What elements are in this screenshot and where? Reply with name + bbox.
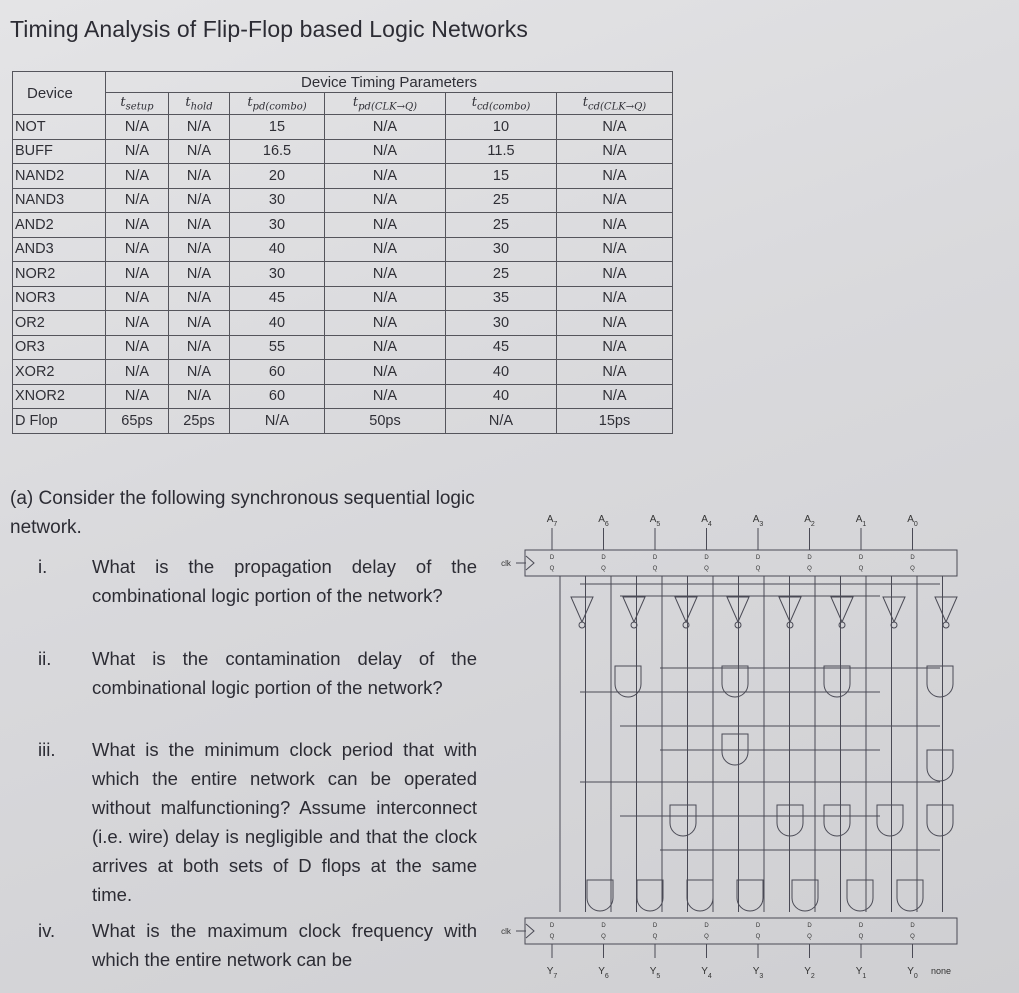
table-cell: N/A (557, 213, 673, 238)
flop-d-label: D (704, 555, 709, 561)
flop-d-label: D (910, 923, 915, 929)
timing-table-body (13, 115, 673, 434)
table-cell: 40 (230, 237, 325, 262)
input-label-A3: $A_3$ (752, 514, 764, 528)
and-gate (927, 750, 953, 781)
table-cell: N/A (106, 139, 169, 164)
flop-d-label: D (652, 555, 658, 561)
table-cell: N/A (169, 311, 230, 336)
param-header-2: $t_{pd(combo)}$ (230, 93, 325, 115)
input-label-A7: $A_7$ (546, 514, 558, 528)
flop-d-label: D (601, 555, 606, 561)
and-gate (897, 880, 923, 911)
device-name: BUFF (13, 139, 106, 164)
table-cell: N/A (106, 360, 169, 385)
flop-q-label: Q (652, 566, 658, 572)
table-row (13, 286, 673, 311)
param-header-0: $t_{setup}$ (106, 93, 169, 115)
flop-q-label: Q (755, 934, 761, 940)
table-cell: N/A (325, 335, 446, 360)
device-name: D Flop (13, 409, 106, 434)
table-cell: N/A (106, 384, 169, 409)
table-cell: N/A (557, 384, 673, 409)
question-item-text: What is the maximum clock frequency with which the entire network can be (92, 920, 477, 970)
input-label-A2: $A_2$ (804, 514, 815, 528)
table-cell: N/A (557, 237, 673, 262)
output-label-Y2: $Y_2$ (804, 966, 815, 980)
table-cell: N/A (446, 409, 557, 434)
table-cell: N/A (557, 262, 673, 287)
device-name: NOR2 (13, 262, 106, 287)
table-row (13, 409, 673, 434)
question-item-text: What is the minimum clock period that with which the entire network can be operated without malfunctioning? Assume interconnect (i.e. wire) delay is negligible and that the clock arrives at both sets of D flops at the same time. (92, 739, 477, 905)
table-cell: 25ps (169, 409, 230, 434)
and-gate (877, 805, 903, 836)
output-flop-bank (525, 918, 957, 944)
and-gate (737, 880, 763, 911)
table-cell: 45 (446, 335, 557, 360)
input-label-A4: $A_4$ (701, 514, 712, 528)
device-name: AND2 (13, 213, 106, 238)
and-gate (637, 880, 663, 911)
device-name: AND3 (13, 237, 106, 262)
logic-network-diagram (490, 500, 980, 985)
table-cell: N/A (325, 164, 446, 189)
timing-table (12, 71, 673, 434)
output-label-Y4: $Y_4$ (701, 966, 712, 980)
table-cell: 40 (230, 311, 325, 336)
table-cell: 15 (446, 164, 557, 189)
table-cell: N/A (169, 164, 230, 189)
table-cell: N/A (325, 115, 446, 140)
output-label-Y5: $Y_5$ (649, 966, 661, 980)
table-cell: N/A (325, 286, 446, 311)
question-item-text: What is the propagation delay of the combinational logic portion of the network? (92, 556, 477, 606)
table-cell: N/A (325, 237, 446, 262)
table-cell: N/A (169, 139, 230, 164)
flop-d-label: D (601, 923, 606, 929)
table-cell: 30 (230, 262, 325, 287)
table-cell: 55 (230, 335, 325, 360)
table-cell: N/A (169, 115, 230, 140)
clk-symbol-top (526, 556, 534, 570)
table-row (13, 262, 673, 287)
flop-q-label: Q (704, 934, 709, 940)
table-cell: N/A (325, 213, 446, 238)
table-cell: N/A (325, 262, 446, 287)
device-name: NOR3 (13, 286, 106, 311)
table-cell: 11.5 (446, 139, 557, 164)
page-title: Timing Analysis of Flip-Flop based Logic Networks (10, 16, 528, 42)
input-label-A5: $A_5$ (649, 514, 661, 528)
table-cell: N/A (169, 286, 230, 311)
and-gate (927, 666, 953, 697)
question-item-number: iv. (38, 920, 56, 941)
flop-q-label: Q (755, 566, 761, 572)
table-cell: N/A (169, 188, 230, 213)
table-cell: N/A (325, 139, 446, 164)
clk-label-bottom: clk (501, 927, 511, 936)
and-gate (792, 880, 818, 911)
table-cell: N/A (169, 262, 230, 287)
flop-q-label: Q (652, 934, 658, 940)
flop-q-label: Q (704, 566, 709, 572)
flop-d-label: D (652, 923, 658, 929)
table-cell: 25 (446, 262, 557, 287)
param-header-3: $t_{pd(CLK\to Q)}$ (325, 93, 446, 115)
group-header: Device Timing Parameters (106, 72, 673, 93)
table-cell: N/A (557, 360, 673, 385)
output-label-Y6: $Y_6$ (598, 966, 609, 980)
table-row (13, 384, 673, 409)
flop-d-label: D (858, 923, 864, 929)
device-name: NAND3 (13, 188, 106, 213)
and-gate (927, 805, 953, 836)
flop-d-label: D (807, 923, 812, 929)
table-row (13, 311, 673, 336)
output-label-Y0: $Y_0$ (907, 966, 918, 980)
flop-d-label: D (910, 555, 915, 561)
table-cell: N/A (106, 262, 169, 287)
table-cell: 60 (230, 360, 325, 385)
table-cell: N/A (169, 237, 230, 262)
table-cell: 60 (230, 384, 325, 409)
output-label-Y3: $Y_3$ (752, 966, 764, 980)
table-cell: N/A (557, 164, 673, 189)
device-name: XOR2 (13, 360, 106, 385)
table-cell: 30 (230, 213, 325, 238)
table-cell: N/A (169, 213, 230, 238)
param-header-4: $t_{cd(combo)}$ (446, 93, 557, 115)
table-cell: 30 (446, 237, 557, 262)
table-row (13, 139, 673, 164)
question-item-number: iii. (38, 739, 56, 760)
table-cell: N/A (557, 139, 673, 164)
question-item-number: i. (38, 556, 48, 577)
flop-q-label: Q (807, 934, 812, 940)
table-row (13, 188, 673, 213)
input-label-A6: $A_6$ (598, 514, 609, 528)
table-cell: N/A (557, 188, 673, 213)
table-row (13, 164, 673, 189)
table-cell: 65ps (106, 409, 169, 434)
flop-q-label: Q (910, 566, 915, 572)
table-row (13, 237, 673, 262)
table-cell: 25 (446, 213, 557, 238)
table-cell: 45 (230, 286, 325, 311)
flop-q-label: Q (601, 566, 606, 572)
table-cell: N/A (325, 311, 446, 336)
not-gate (675, 597, 697, 622)
table-cell: N/A (106, 115, 169, 140)
output-label-Y1: $Y_1$ (855, 966, 867, 980)
device-name: NAND2 (13, 164, 106, 189)
table-cell: N/A (106, 335, 169, 360)
table-cell: 20 (230, 164, 325, 189)
table-cell: 35 (446, 286, 557, 311)
table-cell: 15 (230, 115, 325, 140)
table-row (13, 360, 673, 385)
table-cell: N/A (325, 384, 446, 409)
table-cell: N/A (325, 360, 446, 385)
flop-q-label: Q (858, 566, 864, 572)
table-cell: N/A (106, 311, 169, 336)
input-label-A1: $A_1$ (855, 514, 867, 528)
clk-label-top: clk (501, 559, 511, 568)
table-cell: 25 (446, 188, 557, 213)
question-a (10, 484, 485, 542)
table-cell: N/A (169, 335, 230, 360)
device-header: Device (13, 72, 106, 115)
param-header-5: $t_{cd(CLK\to Q)}$ (557, 93, 673, 115)
table-cell: N/A (106, 213, 169, 238)
table-cell: N/A (169, 384, 230, 409)
question-item-number: ii. (38, 648, 52, 669)
table-cell: 40 (446, 360, 557, 385)
not-gate (831, 597, 853, 622)
table-cell: N/A (557, 311, 673, 336)
table-cell: N/A (557, 115, 673, 140)
and-gate (587, 880, 613, 911)
param-header-1: $t_{hold}$ (169, 93, 230, 115)
flop-q-label: Q (807, 566, 812, 572)
device-name: NOT (13, 115, 106, 140)
output-label-Y7: $Y_7$ (546, 966, 558, 980)
flop-d-label: D (549, 923, 555, 929)
flop-d-label: D (858, 555, 864, 561)
table-cell: 40 (446, 384, 557, 409)
table-cell: N/A (106, 237, 169, 262)
flop-d-label: D (549, 555, 555, 561)
table-cell: N/A (557, 335, 673, 360)
device-name: OR2 (13, 311, 106, 336)
table-cell: 15ps (557, 409, 673, 434)
table-cell: N/A (106, 188, 169, 213)
flop-q-label: Q (858, 934, 864, 940)
table-row (13, 115, 673, 140)
table-cell: 16.5 (230, 139, 325, 164)
question-label: (a) (10, 488, 34, 509)
table-row (13, 335, 673, 360)
flop-q-label: Q (910, 934, 915, 940)
flop-q-label: Q (549, 566, 555, 572)
flop-d-label: D (807, 555, 812, 561)
question-item-text: What is the contamination delay of the combinational logic portion of the network? (92, 648, 477, 698)
flop-d-label: D (755, 555, 761, 561)
flop-q-label: Q (601, 934, 606, 940)
and-gate (670, 805, 696, 836)
clk-symbol-bottom (526, 924, 534, 938)
and-gate (847, 880, 873, 911)
not-gate (571, 597, 593, 622)
not-gate (883, 597, 905, 622)
device-name: XNOR2 (13, 384, 106, 409)
table-cell: N/A (230, 409, 325, 434)
flop-q-label: Q (549, 934, 555, 940)
table-cell: N/A (169, 360, 230, 385)
and-gate (687, 880, 713, 911)
flop-d-label: D (755, 923, 761, 929)
table-cell: 30 (230, 188, 325, 213)
not-gate (935, 597, 957, 622)
table-cell: N/A (106, 286, 169, 311)
question-intro-text: Consider the following synchronous sequential logic network. (10, 488, 475, 538)
device-name: OR3 (13, 335, 106, 360)
input-label-A0: $A_0$ (907, 514, 918, 528)
flop-d-label: D (704, 923, 709, 929)
table-cell: 50ps (325, 409, 446, 434)
table-cell: N/A (106, 164, 169, 189)
table-cell: N/A (325, 188, 446, 213)
table-cell: 30 (446, 311, 557, 336)
param-header-row (13, 93, 673, 115)
table-cell: 10 (446, 115, 557, 140)
table-row (13, 213, 673, 238)
not-gate (623, 597, 645, 622)
input-flop-bank (525, 550, 957, 576)
none-label: none (930, 966, 952, 976)
and-gate (824, 805, 850, 836)
table-cell: N/A (557, 286, 673, 311)
